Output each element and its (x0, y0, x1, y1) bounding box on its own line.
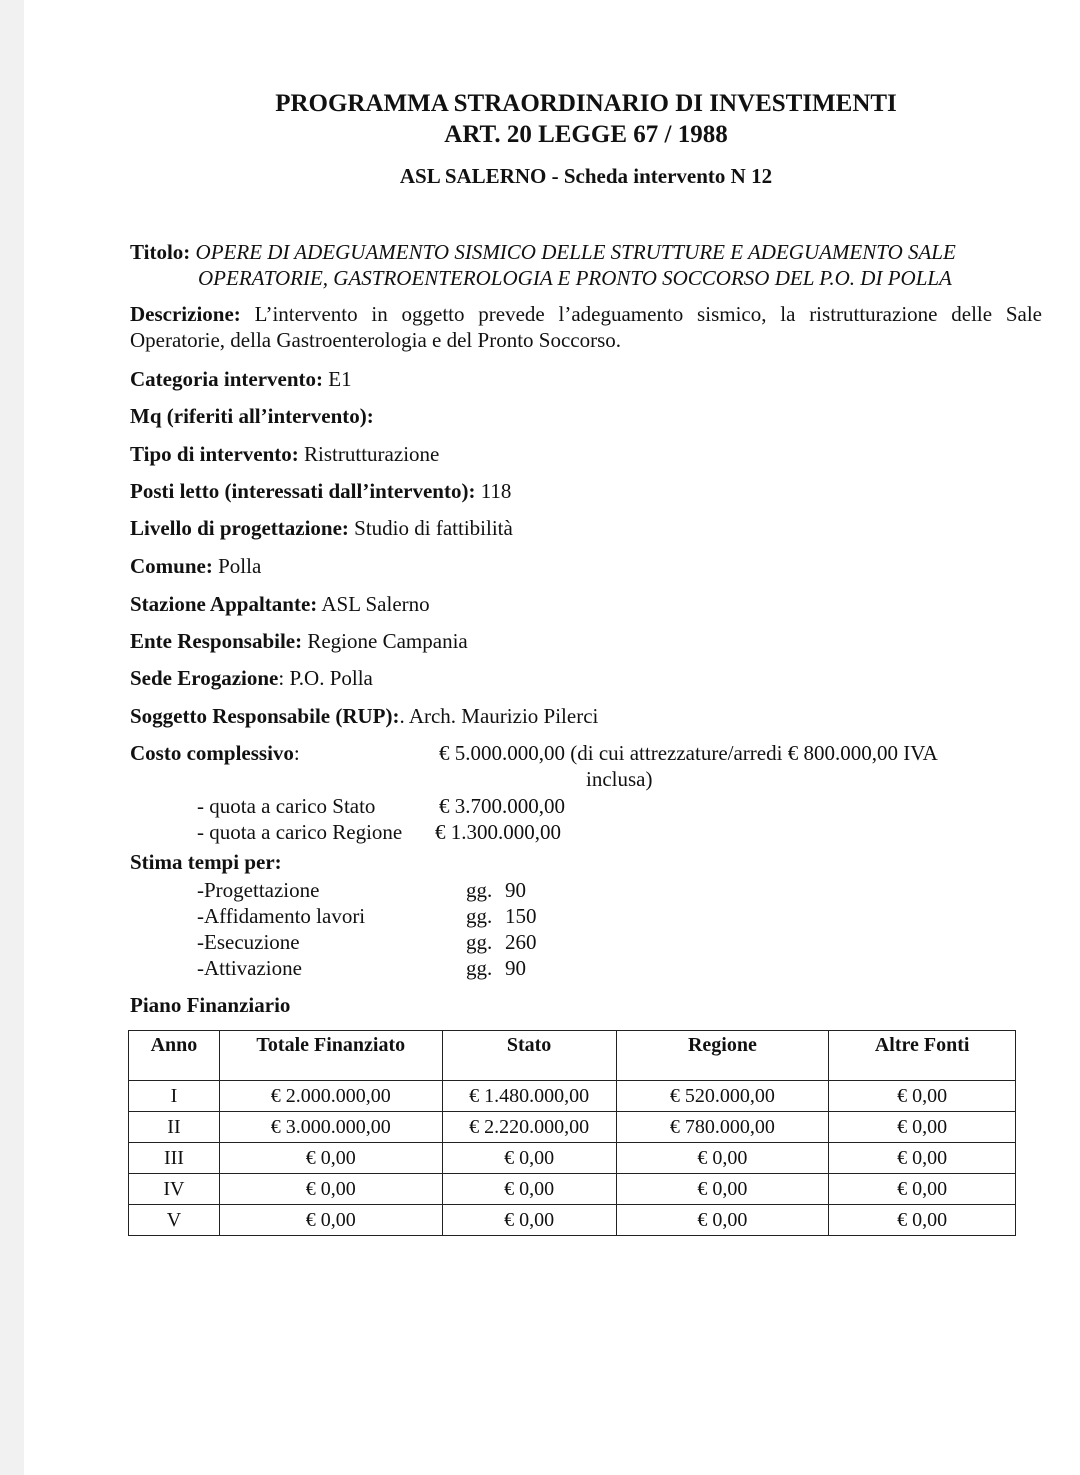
table-cell: € 0,00 (829, 1205, 1016, 1236)
tempi-item-value: 90 (505, 956, 526, 980)
field-stazione (130, 592, 430, 617)
titolo-line1 (130, 240, 956, 265)
field-label: Categoria intervento: (130, 367, 324, 391)
titolo-value-line2: OPERATORIE, GASTROENTEROLOGIA E PRONTO SOCCORSO DEL P.O. DI POLLA (198, 266, 952, 290)
field-label: Posti letto (interessati dall’intervento): (130, 479, 476, 503)
descrizione-value: L’intervento in oggetto prevede l’adeguamento sismico, la ristrutturazione delle Sale Operatorie, della Gastroenterologia e del Pronto Soccorso. (130, 302, 1042, 352)
field-sede (130, 666, 373, 691)
table-cell: € 0,00 (829, 1081, 1016, 1112)
sheet-title: ASL SALERNO - Scheda intervento N 12 (399, 164, 773, 188)
field-value: ASL Salerno (321, 592, 430, 616)
table-cell: € 0,00 (442, 1174, 616, 1205)
quota-stato-label: - quota a carico Stato (197, 794, 376, 818)
tempi-item-value: 150 (505, 904, 537, 928)
field-value: Polla (218, 554, 262, 578)
field-label: Soggetto Responsabile (RUP): (130, 704, 400, 728)
tempi-label (130, 850, 282, 875)
table-cell: € 0,00 (829, 1112, 1016, 1143)
piano-finanziario-table (128, 1030, 1016, 1236)
table-cell: € 0,00 (829, 1174, 1016, 1205)
table-cell: IV (129, 1174, 220, 1205)
column-header: Regione (616, 1031, 829, 1081)
tempi-item-unit: gg. (466, 878, 493, 902)
costo-value-line1: € 5.000.000,00 (di cui attrezzature/arredi € 800.000,00 IVA (439, 741, 938, 765)
tempi-item-value: 260 (505, 930, 537, 954)
table-header-row (129, 1031, 1016, 1081)
table-cell: II (129, 1112, 220, 1143)
table-cell: V (129, 1205, 220, 1236)
descrizione (130, 301, 1042, 353)
table-cell: III (129, 1143, 220, 1174)
table-cell: € 780.000,00 (616, 1112, 829, 1143)
table-cell: € 0,00 (219, 1205, 442, 1236)
document-page (24, 0, 1080, 1475)
field-soggetto (130, 704, 598, 729)
table-row (129, 1081, 1016, 1112)
field-livello (130, 516, 513, 541)
tempi-label-text: Stima tempi per: (130, 850, 282, 874)
field-label: Comune: (130, 554, 213, 578)
titolo-value-line1: OPERE DI ADEGUAMENTO SISMICO DELLE STRUTTURE E ADEGUAMENTO SALE (195, 240, 956, 264)
field-label: Sede Erogazione (130, 666, 279, 690)
field-value: Regione Campania (307, 629, 468, 653)
column-header: Totale Finanziato (219, 1031, 442, 1081)
table-cell: € 0,00 (616, 1174, 829, 1205)
costo-label: Costo complessivo (130, 741, 294, 765)
field-value: . Arch. Maurizio Pilerci (399, 704, 599, 728)
table-cell: € 0,00 (442, 1143, 616, 1174)
tempi-item-unit: gg. (466, 956, 493, 980)
tempi-item-label: -Attivazione (197, 956, 302, 980)
field-mq (130, 404, 374, 429)
piano-label (130, 993, 290, 1018)
table-cell: € 2.220.000,00 (442, 1112, 616, 1143)
tempi-item-unit: gg. (466, 930, 493, 954)
table-row (129, 1112, 1016, 1143)
table-cell: € 0,00 (442, 1205, 616, 1236)
field-posti (130, 479, 511, 504)
field-value: : P.O. Polla (278, 666, 373, 690)
field-tipo (130, 442, 439, 467)
table-cell: € 0,00 (219, 1174, 442, 1205)
field-label: Ente Responsabile: (130, 629, 303, 653)
titolo-label: Titolo: (130, 240, 191, 264)
tempi-item-unit: gg. (466, 904, 493, 928)
tempi-item-label: -Esecuzione (197, 930, 300, 954)
costo-label-row (130, 741, 300, 766)
field-label: Tipo di intervento: (130, 442, 299, 466)
table-row (129, 1174, 1016, 1205)
field-label: Mq (riferiti all’intervento): (130, 404, 374, 428)
costo-value-line2: inclusa) (586, 767, 653, 791)
field-ente (130, 629, 468, 654)
field-categoria (130, 367, 352, 392)
table-cell: € 3.000.000,00 (219, 1112, 442, 1143)
quota-regione-label: - quota a carico Regione (197, 820, 403, 844)
field-comune (130, 554, 261, 579)
table-cell: I (129, 1081, 220, 1112)
table-row (129, 1143, 1016, 1174)
piano-label-text: Piano Finanziario (130, 993, 291, 1017)
column-header: Altre Fonti (829, 1031, 1016, 1081)
field-value: E1 (328, 367, 352, 391)
descrizione-label: Descrizione: (130, 302, 241, 326)
field-value: Studio di fattibilità (354, 516, 513, 540)
costo-colon: : (293, 741, 300, 765)
program-title: PROGRAMMA STRAORDINARIO DI INVESTIMENTI (275, 90, 897, 117)
tempi-item-value: 90 (505, 878, 526, 902)
law-reference: ART. 20 LEGGE 67 / 1988 (444, 121, 728, 148)
table-cell: € 520.000,00 (616, 1081, 829, 1112)
column-header: Anno (129, 1031, 220, 1081)
table-row (129, 1205, 1016, 1236)
tempi-item-label: -Affidamento lavori (197, 904, 366, 928)
quota-stato-value: € 3.700.000,00 (439, 794, 565, 818)
table-cell: € 0,00 (219, 1143, 442, 1174)
table-cell: € 2.000.000,00 (219, 1081, 442, 1112)
table-cell: € 0,00 (616, 1205, 829, 1236)
quota-regione-value: € 1.300.000,00 (435, 820, 561, 844)
field-label: Stazione Appaltante: (130, 592, 318, 616)
column-header: Stato (442, 1031, 616, 1081)
field-value: Ristrutturazione (304, 442, 440, 466)
field-value: 118 (480, 479, 512, 503)
field-label: Livello di progettazione: (130, 516, 349, 540)
table-cell: € 1.480.000,00 (442, 1081, 616, 1112)
tempi-item-label: -Progettazione (197, 878, 320, 902)
table-cell: € 0,00 (616, 1143, 829, 1174)
table-cell: € 0,00 (829, 1143, 1016, 1174)
